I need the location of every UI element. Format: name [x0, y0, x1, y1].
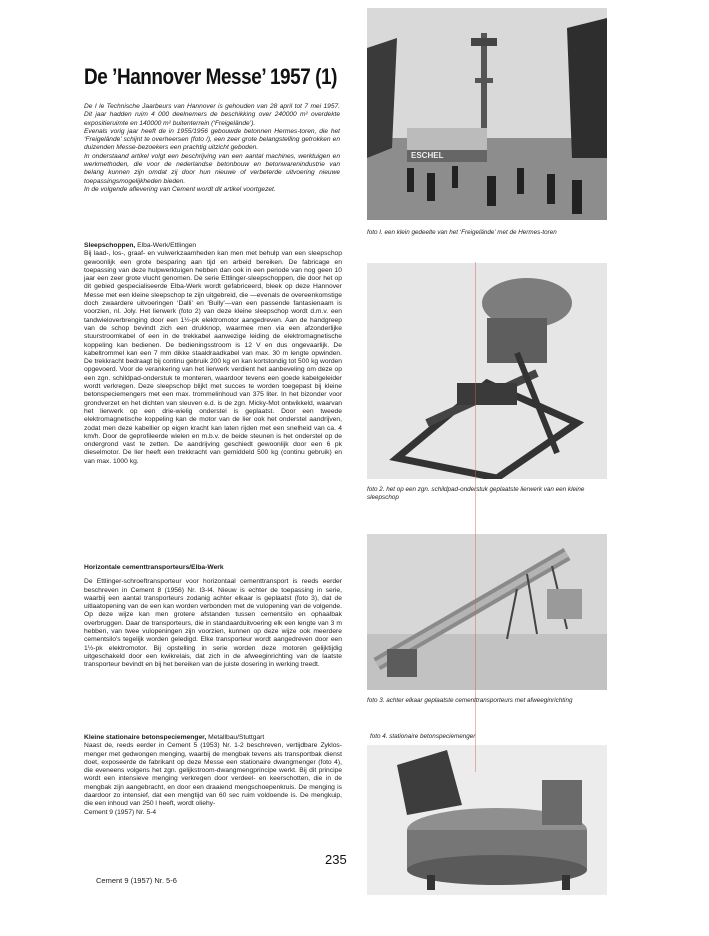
section-heading-bold: Kleine stationaire betonspeciemenger,	[84, 734, 207, 741]
photo-caption: foto 3. achter elkaar geplaatste cementtransporteurs met afweeginrichting	[367, 697, 573, 704]
photo-hermes-tower	[367, 8, 607, 220]
intro-paragraph: De I le Technische Jaarbeurs van Hannover is gehouden van 28 april tot 7 mei 1957. Dit jaar hadden ruim 4 000 deelnemers de beschikking over 240000 m² overdekte expositieruimte en 140000 m² buitenterrein (‘Freigelände’).	[84, 103, 340, 127]
section-cementtransporteurs	[84, 564, 342, 670]
section-heading-rest: Elba-Werk/Ettlingen	[135, 242, 197, 249]
section-sleepschoppen	[84, 242, 342, 466]
mixer-image	[367, 745, 607, 895]
photo-caption: foto 2. het op een zgn. schildpad-onderstuk geplaatste lierwerk van een kleine sleepschop	[367, 486, 585, 501]
section-heading	[84, 242, 342, 250]
intro-paragraph: In onderstaand artikel volgt een beschrijving van een aantal machines, werktuigen en werkmethoden, die voor de nederlandse betonbouw en betonwarenindustrie van belang kunnen zijn omdat zij door hun nieuwe of verbeterde uitvoering nieuwe toepassingsmogelijkheden bieden.	[84, 152, 340, 185]
article-title: De ’Hannover Messe’ 1957 (1)	[84, 64, 337, 89]
intro-paragraph: Evenals vorig jaar heeft de in 1955/1956 gebouwde betonnen Hermes-toren, die het ‘Freigelände’ schijnt te overheersen (foto /), een zeer grote belangstelling getrokken en duizenden Messe-bezoekers een prachtig uitzicht geboden.	[84, 127, 340, 152]
scan-line	[475, 262, 476, 772]
section-body: Naast de, reeds eerder in Cement 5 (1953) Nr. 1-2 beschreven, vertijdbare Zyklos-menger met gedwongen menging, waarbij de mengbak tevens als transportbak dienst doet, exposeerde de fabrikant op deze Messe een stationaire dwangmenger (foto 4), die eveneens volgens het zgn. gelijkstroom-dwangmengprincipe werkt. Bij dit principe wordt een intensieve menging verkregen door verdeel- en keerschotten, die in de mengbak zijn aangebracht, en door een draaiend mengschoepenkruis. De menging is daardoor zo intensief, dat een mengtijd van 60 sec ruim voldoende is. De mengkuip, die een inhoud van 250 l heeft, wordt oliehy-	[84, 742, 342, 808]
section-heading	[84, 734, 342, 742]
page-number: 235	[325, 852, 347, 867]
page-footer: Cement 9 (1957) Nr. 5-6	[96, 876, 177, 885]
intro-paragraph: In de volgende aflevering van Cement wordt dit artikel voortgezet.	[84, 185, 276, 193]
hall-sign-text: ESCHEL	[411, 151, 444, 160]
section-heading-bold: Sleepschoppen,	[84, 242, 136, 249]
winch-image	[367, 263, 607, 479]
photo-mixer	[367, 745, 607, 895]
photo-winch	[367, 263, 607, 479]
photo-caption: foto 4. stationaire betonspeciemenger	[370, 733, 476, 740]
hermes-tower-image	[367, 8, 607, 220]
section-tail: Cement 9 (1957) Nr. 5-4	[84, 808, 157, 816]
section-heading-rest: Elba-Werk	[191, 564, 224, 571]
article-intro	[84, 103, 340, 194]
section-heading-rest: Metallbau/Stuttgart	[206, 734, 265, 741]
section-betonspeciemenger	[84, 734, 342, 817]
section-body: Bij laad-, los-, graaf- en vulwerkzaamheden kan men met behulp van een sleepschop gewoonlijk een grote besparing aan tijd en arbeid bereiken. De fabricage en toepassing van deze hulpwerktuigen hebben dan ook in een periode van nog geen 10 jaar een zeer grote vlucht genomen. De serie Ettlinger-sleepschoppen, die door het op dit gebied gespecialiseerde Elba-Werk wordt gefabriceerd, bleek op deze Hannover Messe met een kleine sleepschop te zijn uitgebreid, die —evenals de overeenkomstige doch zwaardere uitvoeringen ‘Dalli’ en ‘Bully’—van een passende fantasienaam is voorzien, nl. Joly. Het lierwerk (foto 2) van deze kleine sleepschop wordt d.m.v. een tandwieloverbrenging door een 1½-pk elektromotor aangedreven. Aan de handgreep van de schop bevindt zich een drukknop, waarmee men via een afzonderlijke stuurstroomkabel of een in de trekkabel aanwezige leiding de elektromagnetische koppeling kan bedienen. De bedieningsstroom is 12 V en dus ongevaarlijk. De kabeltrommel kan een 7 mm dikke staaldraadkabel van max. 30 m lengte opwinden. De trekkracht bedraagt bij continu gebruik 200 kg en kan kortstondig tot 500 kg worden opgevoerd. Voor de verankering van het lierwerk verdient het aanbeveling om deze op een zgn. schildpad-onderstuk te monteren, waardoor tevens een goede kabelgeleider wordt verkregen. Deze sleepschop blijkt met succes te worden toegepast bij kleine betonspeciemengers met een max. trommelinhoud van 375 liter. In het bizonder voor grondverzet en het dichten van sleuven e.d. is de zgn. Micky-Mot ontwikkeld, waarvan het lierwerk op een drie-wielig onderstel is geplaatst. Door een tweede elektromagnetische koppeling kan de motor van de lier ook het onderstel aandrijven, zodat men deze kabellier op eigen kracht kan laten rijden met een snelheid van ca. 4 km/h. Door de geprofileerde wielen en m.b.v. de beide steunen is het onderstel op de ondergrond vast te zetten. De aandrijving geschiedt gewoonlijk door een 6 pk dieselmotor. De lier heeft een trekkracht van gemiddeld 500 kg (continu gebruik) en van max. 1000 kg.	[84, 250, 342, 465]
conveyors-image	[367, 534, 607, 690]
section-body: De Ettlinger-schroeftransporteur voor horizontaal cementtransport is reeds eerder beschreven in Cement 8 (1956) Nr. I3-I4. Nieuw is echter de toepassing in serie, waarbij een aantal transporteurs zodanig achter elkaar is geplaatst (foto 3), dat de uitlaatopening van de een kan worden verbonden met de vulopening van de volgende. Op deze wijze kan men grotere afstanden tussen cementsilo en ophaalbak overbruggen. Daar de transporteurs, die in standaarduitvoering elk een lengte van 3 m hebben, van twee vulopeningen zijn voorzien, kunnen op deze wijze ook meerdere cementsilo's tegelijk worden geledigd. Elke transporteur wordt aangedreven door een 1½-pk elektromotor. Bij opstelling in serie worden deze motoren gelijktijdig uitgeschakeld door een kwikrelais, dat zich in de afweeginrichting van de laatste transporteur bevindt en bij het bereiken van de juiste dosering in werking treedt.	[84, 578, 342, 669]
section-heading-bold: Horizontale cementtransporteurs/	[84, 564, 192, 571]
photo-conveyors	[367, 534, 607, 690]
photo-caption: foto I. een klein gedeelte van het ‘Freigelände’ met de Hermes-toren	[367, 229, 557, 236]
section-heading	[84, 564, 342, 572]
